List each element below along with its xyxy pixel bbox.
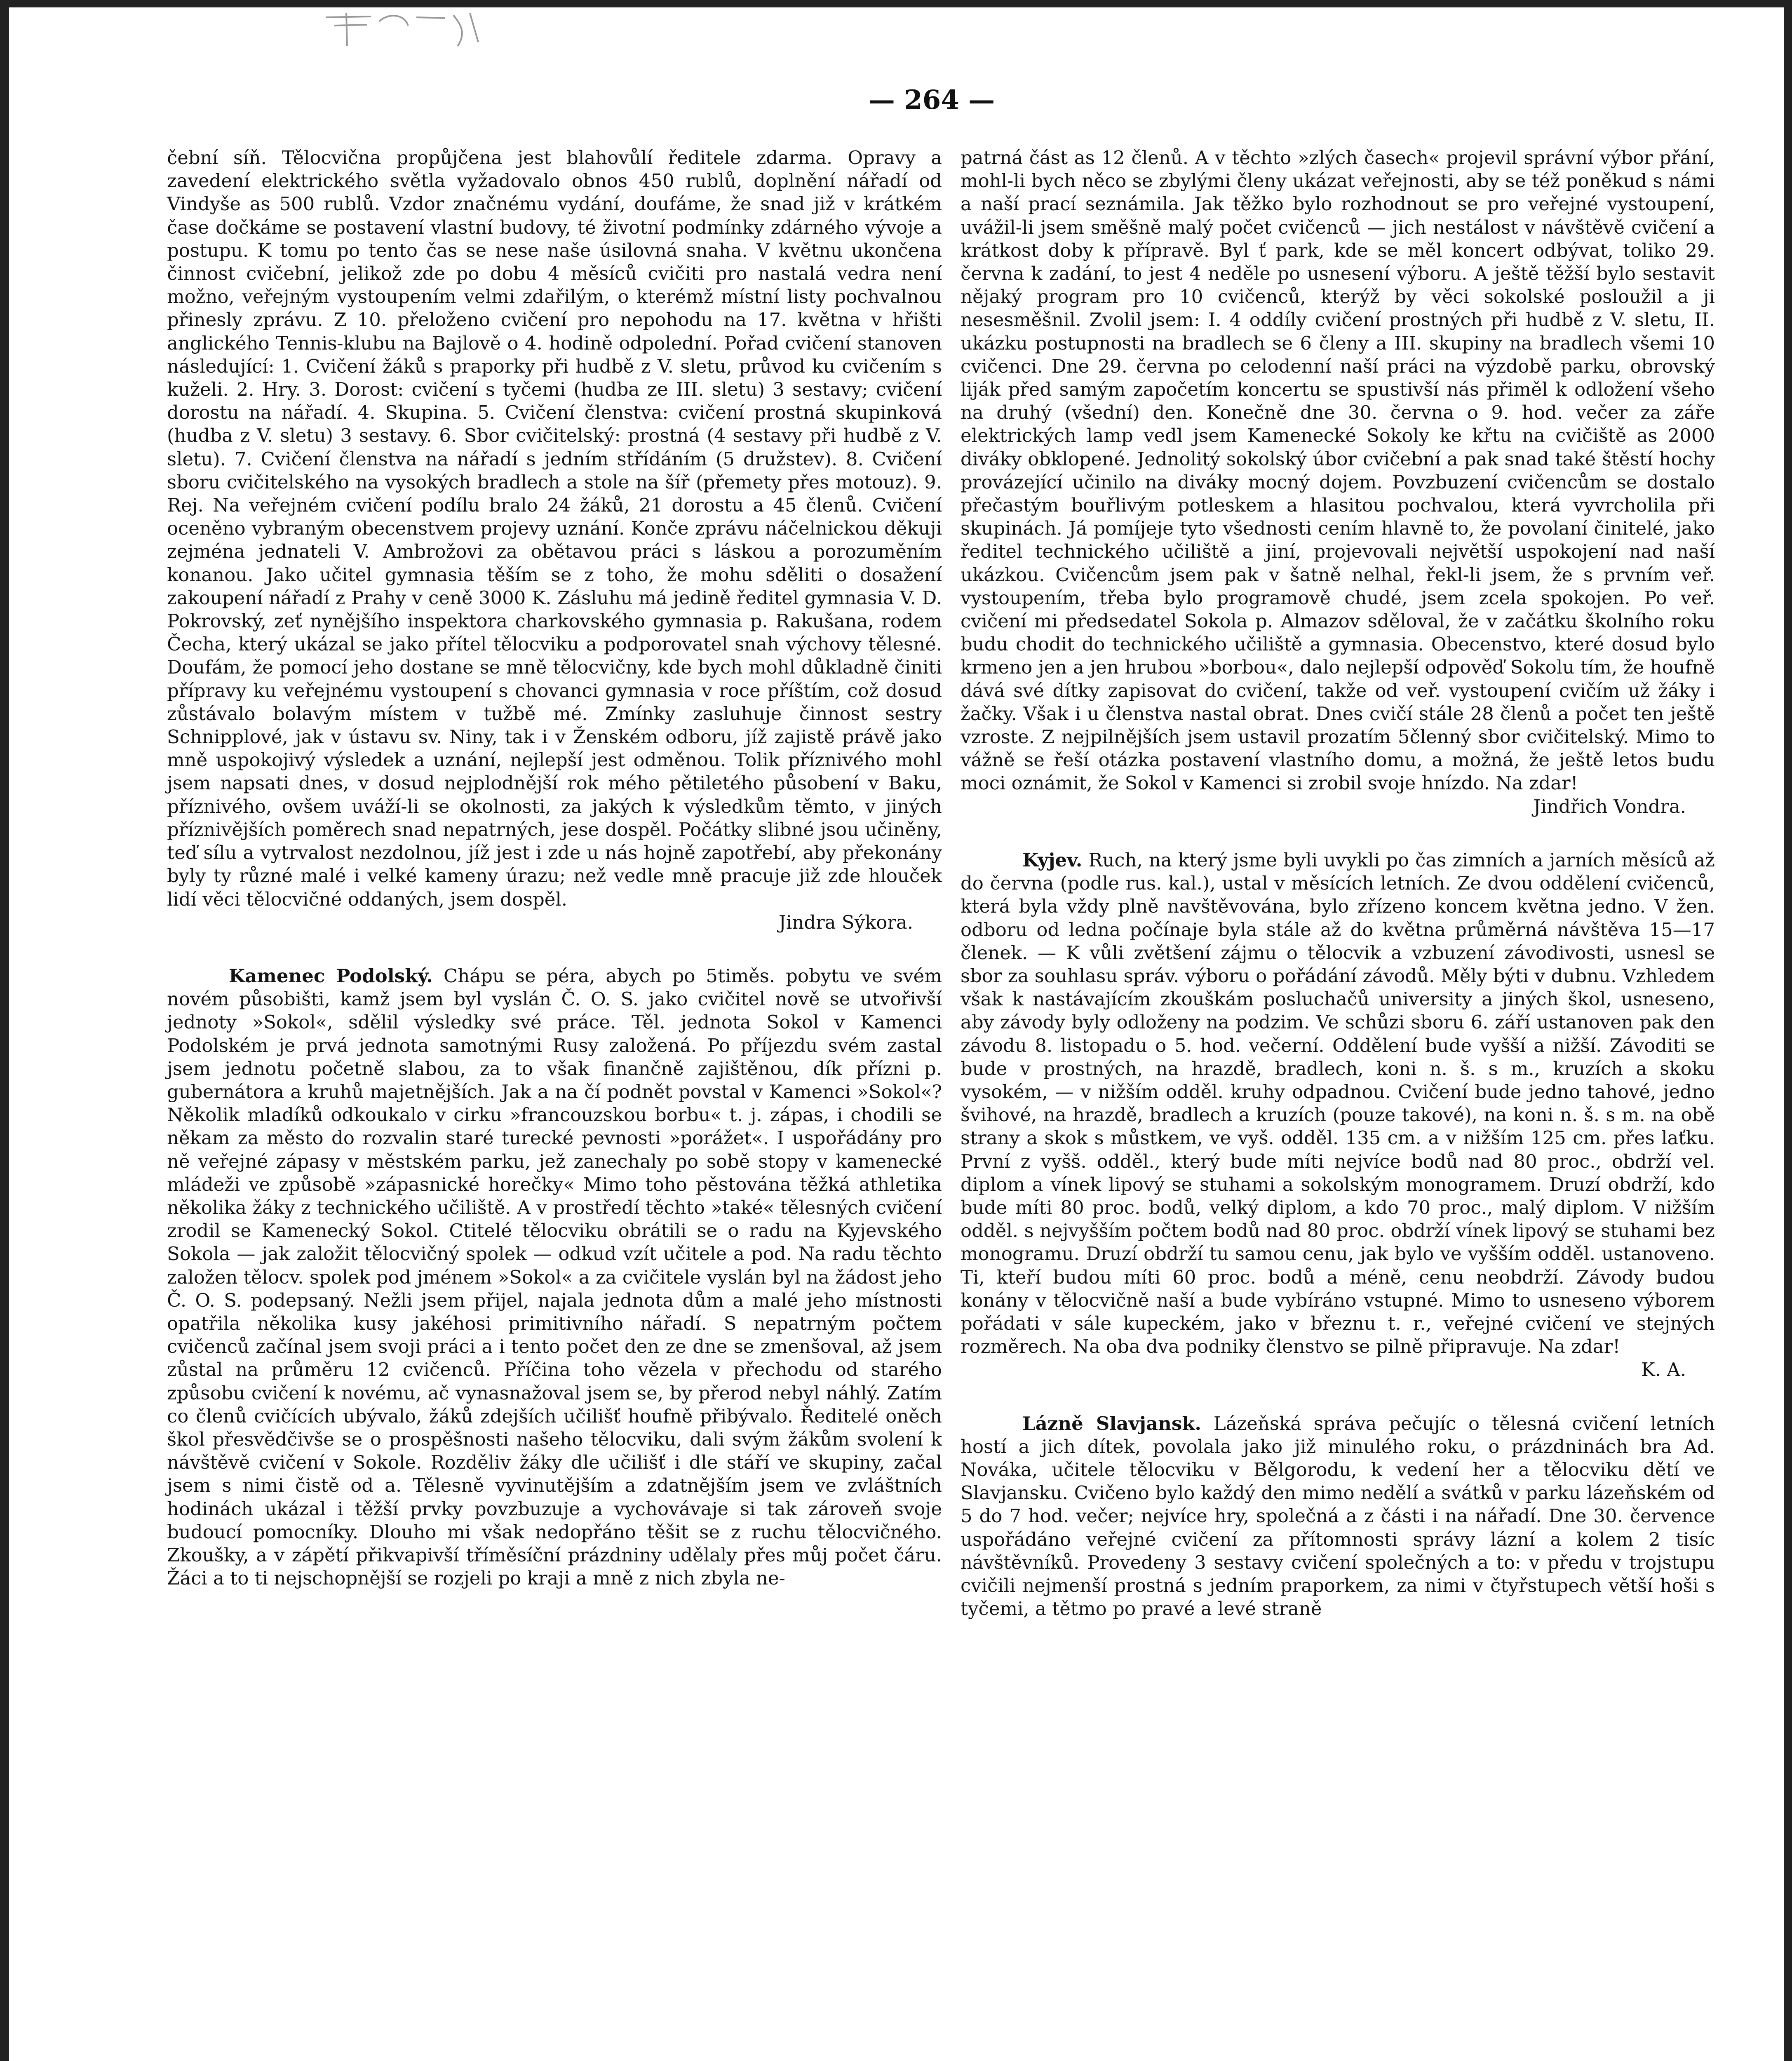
article-slavjansk-text: Lázeňská správa pečujíc o tělesná cvičení letních hostí a jich dítek, povolala jako již minulého roku, o prázdninách bra Ad. Nováka, učitele tělocviku v Bělgorodu, k vedení her a tělocviku dětí ve Slavjansku. Cvičeno bylo každý den mimo nedělí a svátků v parku lázeňském od 5 do 7 hod. večer; nejvíce hry, společná a z části i na nářadí. Dne 30. července uspořádáno veřejné cvičení za přítomnosti správy lázní a kolem 2 tisíc návštěvníků. Provedeny 3 sestavy cvičení společných a to: v předu v trojstupu cvičili nejmenší prostná s jedním praporkem, za nimi v čtyřstupech větší hoši s tyčemi, a tětmo po pravé a levé straně [961,1412,1715,1620]
article-kamenec [167,965,942,1590]
article-kamenec-continued: patrná část as 12 členů. A v těchto »zlých časech« projevil správní výbor přání, mohl-li bych něco se zbylými členy ukázat veřejnosti, aby se též poněkud s námi a naší prací seznámila. Jak těžko bylo rozhodnout se pro veřejné vystoupení, uvážil-li jsem směšně malý počet cvičenců — jich nestálost v návštěvě cvičení a krátkost doby k přípravě. Byl ť park, kde se měl koncert odbývat, toliko 29. června k zadání, to jest 4 neděle po usnesení výboru. A ještě těžší bylo sestavit nějaký program pro 10 cvičenců, kterýž by věci sokolské posloužil a ji nesesměšnil. Zvolil jsem: I. 4 oddíly cvičení prostných při hudbě z V. sletu, II. ukázku postupnosti na bradlech se 6 členy a III. skupiny na bradlech všemi 10 cvičenci. Dne 29. června po celodenní naší práci na výzdobě parku, obrovský liják před samým započetím koncertu se spustivší nás přiměl k odložení všeho na druhý (všední) den. Konečně dne 30. června o 9. hod. večer za záře elektrických lamp vedl jsem Kamenecké Sokoly ke křtu na cvičiště as 2000 diváky obklopené. Jednolitý sokolský úbor cvičební a pak snad také štěstí hochy provázející učinilo na diváky mocný dojem. Povzbuzení cvičencům se dostalo přečastým bouřlivým potleskem a hlasitou pochvalou, která vyvrcholila při skupinách. Já pomíjeje tyto všednosti cením hlavně to, že povolaní činitelé, jako ředitel technického učiliště a jiní, projevovali největší uspokojení nad naší ukázkou. Cvičencům jsem pak v šatně nelhal, řekl-li jsem, že s prvním veř. vystoupením, třeba bylo programově chudé, jsem zcela spokojen. Po veř. cvičení mi předsedatel Sokola p. Almazov sděloval, že v začátku školního roku budu chodit do technického učiliště a gymnasia. Obecenstvo, které dosud bylo krmeno jen a jen hrubou »borbou«, dalo nejlepší odpověď Sokolu tím, že houfně dává své dítky zapisovat do cvičení, takže od veř. vystoupení cvičím už žáky i žačky. Však i u členstva nastal obrat. Dnes cvičí stále 28 členů a počet ten ještě vzroste. Z nejpilnějších jsem ustavil prozatím 5členný sbor cvičitelský. Mimo to vážně se řeší otázka postavení vlastního domu, a možná, že ještě letos budu moci oznámit, že Sokol v Kamenci si zrobil svoje hnízdo. Na zdar! [961,147,1715,794]
article-heading-kyjev: Kyjev. [1022,849,1083,871]
article-kyjev-text: Ruch, na který jsme byli uvykli po čas zimních a jarních měsíců až do června (podle rus. kal.), ustal v měsících letních. Ze dvou oddělení cvičenců, která byla vždy plně navštěvována, bylo zřízeno koncem května jedno. V žen. odboru od ledna počínaje byla stále až do května průměrná návštěva 15—17 členek. — K vůli zvětšení zájmu o tělocvik a vzbuzení závodivosti, usnesl se sbor za souhlasu správ. výboru o pořádání závodů. Měly býti v dubnu. Vzhledem však k nastávajícím zkouškám posluchačů university a jiných škol, usneseno, aby závody byly odloženy na podzim. Ve schůzi sboru 6. září ustanoven pak den závodu 8. listopadu o 5. hod. večerní. Oddělení bude vyšší a nižší. Závoditi se bude v prostných, na hrazdě, bradlech, koni n. š. s m., kruzích a skoku vysokém, — v nižším odděl. kruhy odpadnou. Cvičení bude jedno tahové, jedno švihové, na hrazdě, bradlech a kruzích (pouze takové), na koni n. š. s m. na obě strany a skok s můstkem, ve vyš. odděl. 135 cm. a v nižším 125 cm. přes laťku. První z vyšš. odděl., který bude míti nejvíce bodů nad 80 proc., obdrží vel. diplom a vínek lipový se stuhami a sokolským monogramem. Druzí obdrží, kdo bude míti 80 proc. bodů, velký diplom, a kdo 70 proc., malý diplom. V nižším odděl. s nejvyšším počtem bodů nad 80 proc. obdrží vínek lipový se stuhami bez monogramu. Druzí obdrží tu samou cenu, jak bylo ve vyšším odděl. ustanoveno. Ti, kteří budou míti 60 proc. bodů a méně, cenu neobdrží. Závody budou konány v tělocvičně naší a bude vybíráno vstupné. Mimo to usneseno výborem pořádati v sále kupeckém, jako v březnu t. r., veřejné cvičení ve stejných rozměrech. Na oba dva podniky členstvo se pilně připravuje. Na zdar! [961,849,1715,1358]
page-number: — 264 — [868,85,995,115]
article-kyjev [961,849,1715,1358]
article-heading-kamenec: Kamenec Podolský. [229,965,433,987]
article-baku-text: čební síň. Tělocvična propůjčena jest blahovůlí ředitele zdarma. Opravy a zavedení elektrického světla vyžadovalo obnos 450 rublů, doplnění nářadí od Vindyše as 500 rublů. Vzdor značnému vydání, doufáme, že snad již v krátkém čase dočkáme se postavení vlastní budovy, té životní podmínky zdárného vývoje a postupu. K tomu po tento čas se nese naše úsilovná snaha. V květnu ukončena činnost cvičební, jelikož zde po dobu 4 měsíců cvičiti pro nastalá vedra není možno, veřejným vystoupením velmi zdařilým, o kterémž místní listy pochvalnou přinesly zprávu. Z 10. přeloženo cvičení pro nepohodu na 17. května v hřišti anglického Tennis-klubu na Bajlově o 4. hodině odpolední. Pořad cvičení stanoven následující: 1. Cvičení žáků s praporky při hudbě z V. sletu, průvod ku cvičením s kuželi. 2. Hry. 3. Dorost: cvičení s tyčemi (hudba ze III. sletu) 3 sestavy; cvičení dorostu na nářadí. 4. Skupina. 5. Cvičení členstva: cvičení prostná skupinková (hudba z V. sletu) 3 sestavy. 6. Sbor cvičitelský: prostná (4 sestavy při hudbě z V. sletu). 7. Cvičení členstva na nářadí s jedním střídáním (5 družstev). 8. Cvičení sboru cvičitelského na vysokých bradlech a stole na šíř (přemety přes motouz). 9. Rej. Na veřejném cvičení podílu bralo 24 žáků, 21 dorostu a 45 členů. Cvičení oceněno vybraným obecenstvem projevy uznání. Konče zprávu náčelnickou děkuji zejména jednateli V. Ambrožovi za obětavou práci s láskou a porozuměním konanou. Jako učitel gymnasia těším se z toho, že mohu sděliti o dosažení zakoupení nářadí z Prahy v ceně 3000 K. Zásluhu má jedině ředitel gymnasia V. D. Pokrovský, zeť nynějšího inspektora charkovského gymnasia p. Rakušana, rodem Čecha, který ukázal se jako přítel tělocviku a podporovatel snah výchovy tělesné. Doufám, že pomocí jeho dostane se mně tělocvičny, kde bych mohl důkladně činiti přípravy ku veřejnému vystoupení s chovanci gymnasia v roce příštím, což dosud zůstávalo bolavým místem v tužbě mé. Zmínky zasluhuje činnost sestry Schnipplové, jak v ústavu sv. Niny, tak i v Ženském odboru, jíž zajistě právě jako mně uspokojivý výsledek a uznání, nejlepší jest odměnou. Tolik příznivého mohl jsem napsati dnes, v dosud nejplodnější rok mého pětiletého působení v Baku, příznivého, ovšem uváží-li se okolnosti, za jakých k výsledkům těmto, v jiných příznivějších poměrech snad nepatrných, jese dospěl. Počátky slibné jsou učiněny, teď sílu a vytrvalost nezdolnou, jíž jest i zde u nás hojně zapotřebí, aby překonány byly ty různé malé i velké kameny úrazu; než vedle mně pracuje již zde hlouček lidí věci tělocvičné oddaných, jsem dospěl. [167,147,942,910]
scan-border-left [0,0,9,2061]
article-heading-slavjansk: Lázně Slavjansk. [1022,1412,1202,1434]
library-stamp-mark [322,9,495,59]
signature-jindra-sykora: Jindra Sýkora. [778,911,913,933]
scan-border-right [1784,0,1792,2061]
signature-k-a: K. A. [1641,1359,1686,1381]
signature-jindrich-vondra: Jindřich Vondra. [1533,795,1686,817]
article-lazne-slavjansk [961,1412,1715,1621]
article-kamenec-text: Chápu se péra, abych po 5timěs. pobytu ve svém novém působišti, kamž jsem byl vyslán Č. O. S. jako cvičitel nově se utvořivší jednoty »Sokol«, sdělil výsledky své práce. Těl. jednota Sokol v Kamenci Podolském je prvá jednota samotnými Rusy založená. Po příjezdu svém zastal jsem jednotu početně slabou, za to však finančně zajištěnou, dík přízni p. gubernátora a kruhů majetnějších. Jak a na čí podnět povstal v Kamenci »Sokol«? Několik mladíků odkoukalo v cirku »francouzskou borbu« t. j. zápas, i chodili se někam za město do rozvalin staré turecké pevnosti »porážet«. I uspořádány pro ně veřejné zápasy v městském parku, jež zanechaly po sobě stopy v kamenecké mládeži ve způsobě »zápasnické horečky« Mimo toho pěstována těžká athletika několika žáky z technického učiliště. A v prostředí těchto »také« tělesných cvičení zrodil se Kamenecký Sokol. Ctitelé tělocviku obrátili se o radu na Kyjevského Sokola — jak založit tělocvičný spolek — odkud vzít učitele a pod. Na radu těchto založen tělocv. spolek pod jménem »Sokol« a za cvičitele vyslán byl na žádost jeho Č. O. S. podepsaný. Nežli jsem přijel, najala jednota dům a malé jeho místnosti opatřila několika kusy jakéhosi primitivního nářadí. S nepatrným počtem cvičenců začínal jsem svoji práci a i tento počet den ze dne se zmenšoval, až jsem zůstal na průměru 12 cvičenců. Příčina toho vězela v přechodu od starého způsobu cvičení k novému, ač vynasnažoval jsem se, by přerod nebyl náhlý. Zatím co členů cvičících ubývalo, žáků zdejších učilišť houfně přibývalo. Ředitelé oněch škol přesvědčivše se o prospěšnosti našeho tělocviku, dali svým žákům svolení k návštěvě cvičení v Sokole. Rozděliv žáky dle učilišť i dle stáří ve skupiny, začal jsem s nimi čistě od a. Tělesně vyvinutějším a zdatnějším jsem ve zvláštních hodinách ukázal i těžší prvky povzbuzuje a vychovávaje si tak zároveň svoje budoucí pomocníky. Dlouho mi však nedopřáno těšit se z ruchu tělocvičného. Zkoušky, a v zápětí přikvapivší tříměsíční prázdniny udělaly přes můj počet čáru. Žáci a to ti nejschopnější se rozjeli po kraji a mně z nich zbyla ne- [167,965,942,1589]
right-column [961,146,1715,1620]
scan-border-top [0,0,1792,7]
left-column [167,146,942,1590]
